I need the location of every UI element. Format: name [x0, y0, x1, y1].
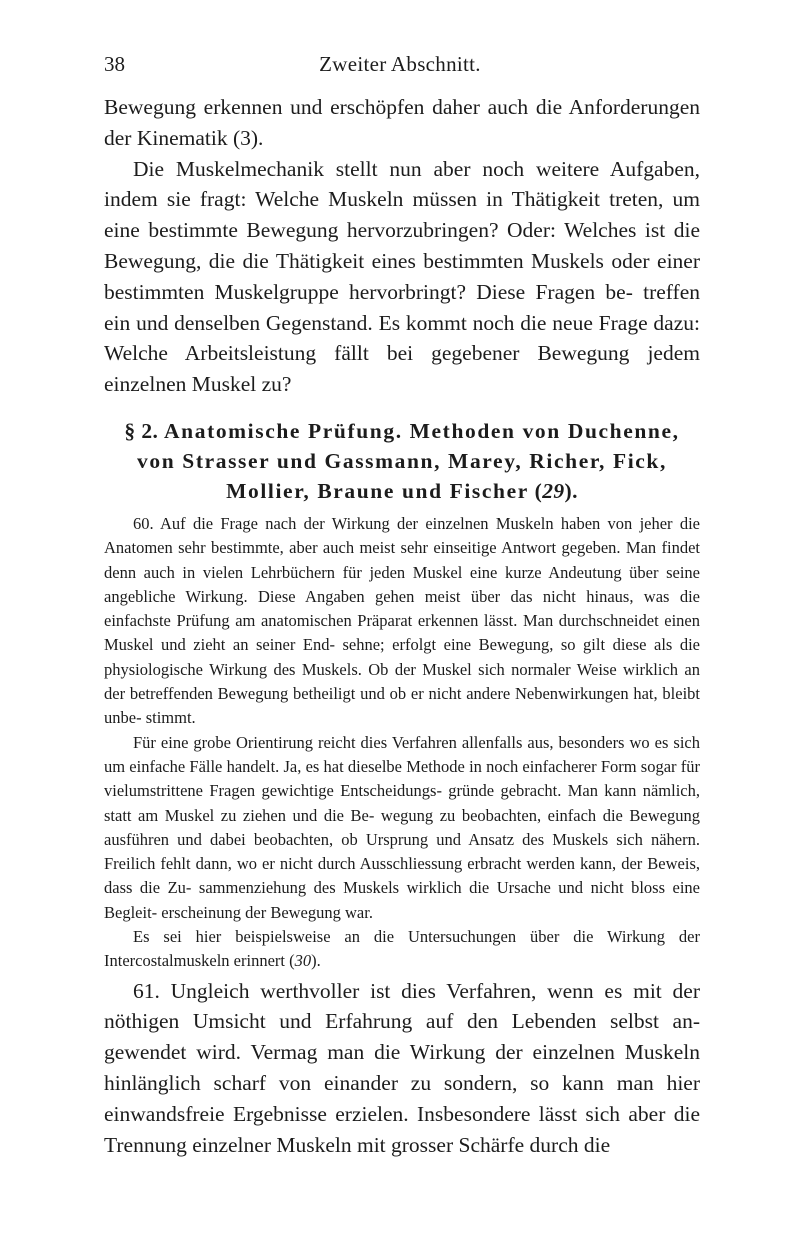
section-ref-close: ). — [564, 478, 578, 503]
paragraph-muscle-mechanics: Die Muskelmechanik stellt nun aber noch weitere Aufgaben, indem sie fragt: Welche Muskeln müssen in Thätigkeit treten, um eine bestimmte Bewegung hervorzubringen? Oder: Welches ist die Bewegung, die die Thätigkeit eines bestimmten Muskels oder einer bestimmten Muskelgruppe hervorbringt? Diese Fragen be- treffen ein und denselben Gegenstand. Es kommt noch die neue Frage dazu: Welche Arbeitsleistung fällt bei gegebener Bewegung jedem einzelnen Muskel zu? — [104, 156, 700, 397]
page-header — [104, 52, 696, 84]
paragraph-61: 61. Ungleich werthvoller ist dies Verfahren, wenn es mit der nöthigen Umsicht und Erfahrung auf den Lebenden selbst an- gewendet wird. Vermag man die Wirkung der einzelnen Muskeln hinlänglich scharf von einander zu sondern, so kann man hier einwandsfreie Ergebnisse erzielen. Insbesondere lässt sich aber die Trennung einzelner Muskeln mit grosser Schärfe durch die — [104, 978, 700, 1157]
page-body — [104, 92, 700, 1160]
page-number: 38 — [104, 52, 125, 76]
paragraph-example — [104, 925, 700, 974]
example-ref: 30 — [294, 951, 312, 971]
running-head: Zweiter Abschnitt. — [319, 52, 481, 76]
section-ref: 29 — [542, 478, 565, 503]
section-ref-open: ( — [528, 478, 543, 503]
section-title: Anatomische Prüfung. Methoden von Duchenne, von Strasser und Gassmann, Marey, Richer, Fick, Mollier, Braune und Fischer — [137, 418, 680, 503]
example-end: ). — [311, 951, 321, 971]
paragraph-60: 60. Auf die Frage nach der Wirkung der einzelnen Muskeln haben von jeher die Anatomen sehr bestimmte, aber auch meist sehr einseitige Antwort gegeben. Man findet denn auch in vielen Lehrbüchern für jeden Muskel eine kurze Andeutung über seine angebliche Wirkung. Diese Angaben gehen meist über das nicht hinaus, was die einfachste Prüfung am anatomischen Präparat erkennen lässt. Man durchschneidet einen Muskel und zieht an seiner End- sehne; erfolgt eine Bewegung, so gilt diese als die physiologische Wirkung des Muskels. Ob der Muskel sich normaler Weise wirklich an der betreffenden Bewegung betheiligt und ob er nicht andere Nebenwirkungen hat, bleibt unbe- stimmt. — [104, 513, 700, 728]
paragraph-continuation: Bewegung erkennen und erschöpfen daher auch die Anforderungen der Kinematik (3). — [104, 95, 700, 150]
small-print-block — [104, 512, 700, 974]
paragraph-orientation: Für eine grobe Orientirung reicht dies Verfahren allenfalls aus, besonders wo es sich um einfache Fälle handelt. Ja, es hat dieselbe Methode in noch einfacherer Form sogar für vielumstrittene Fragen gewichtige Entscheidungs- gründe gebracht. Man kann nämlich, statt am Muskel zu ziehen und die Be- wegung zu beobachten, einfach die Bewegung ausführen und dabei beobachten, ob Ursprung und Ansatz des Muskels sich nähern. Freilich fehlt dann, wo er nicht durch Ausschliessung erbracht werden kann, der Beweis, dass die Zu- sammenziehung des Muskels wirklich die Ursache und nicht bloss eine Begleit- erscheinung der Bewegung war. — [104, 732, 700, 922]
section-number: § 2. — [124, 418, 165, 443]
example-text: Es sei hier beispielsweise an die Untersuchungen über die Wirkung der Intercostalmuskeln erinnert ( — [104, 927, 700, 971]
section-heading — [104, 416, 700, 506]
